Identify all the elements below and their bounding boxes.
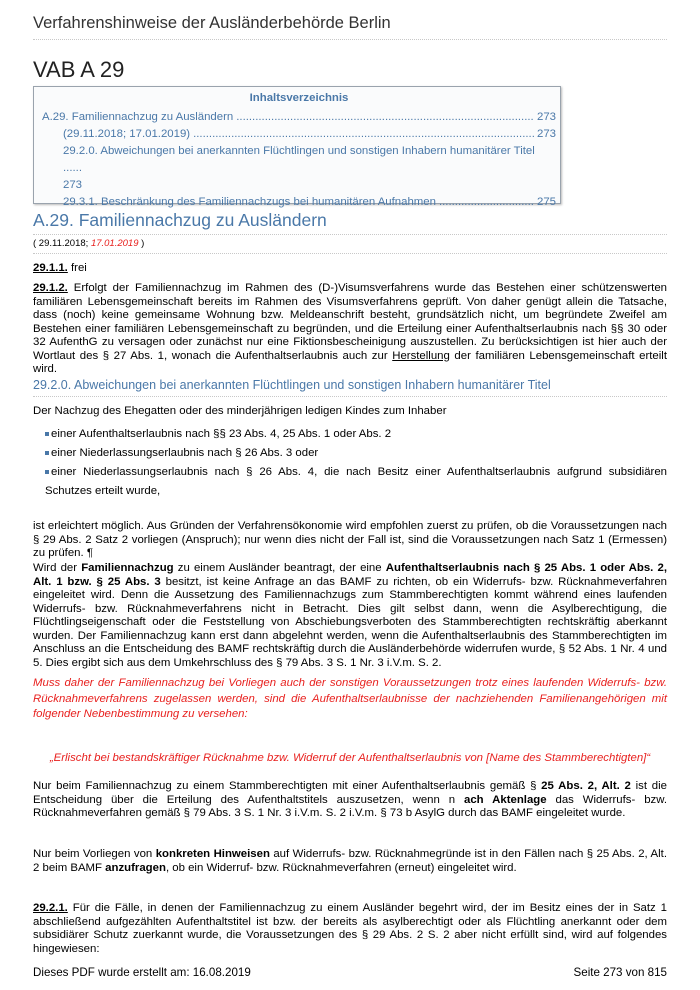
paragraph-p4	[33, 562, 667, 670]
paragraph-p6	[33, 780, 667, 821]
toc-entry-page: 273	[536, 128, 556, 140]
paragraph-number: 29.1.1.	[33, 262, 68, 274]
paragraph-text: frei	[67, 262, 87, 274]
page-footer	[33, 966, 667, 979]
paragraph-29-1-1	[33, 262, 667, 276]
paragraph-text: Nur beim Vorliegen von	[33, 848, 156, 860]
paragraph-text: Wird der	[33, 562, 82, 574]
list-item-text: einer Niederlassungserlaubnis nach § 26 Abs. 4, die nach Besitz einer Aufenthaltserlaubnis aufgrund subsidiären Schutzes erteilt wurde,	[45, 466, 667, 497]
document-title: VAB A 29	[33, 57, 125, 82]
paragraph-text: Nur beim Familiennachzug zu einem Stammberechtigten mit einer Aufenthaltserlaubnis gemäß §	[33, 780, 542, 792]
underlined-term: Herstellung	[392, 349, 450, 362]
footer-created-date: Dieses PDF wurde erstellt am: 16.08.2019	[33, 966, 251, 979]
list-item-text: einer Aufenthaltserlaubnis nach §§ 23 Abs. 4, 25 Abs. 1 oder Abs. 2	[51, 428, 392, 440]
bullet-icon	[45, 451, 49, 455]
section-dates	[33, 238, 667, 254]
toc-entry-text: 29.2.0. Abweichungen bei anerkannten Flüchtlingen und sonstigen Inhabern humanitärer Titel	[63, 145, 535, 157]
quote: „Erlischt bei bestandskräftiger Rücknahme bzw. Widerruf der Aufenthaltserlaubnis von [Name des Stammberechtigten]“	[49, 752, 651, 764]
bullet-icon	[45, 432, 49, 436]
bold-term: Familiennachzug	[81, 562, 174, 574]
paragraph-text: besitzt, ist keine Anfrage an das BAMF zu richten, ob ein Widerrufs- bzw. Rücknahmeverfahren eingeleitet wird. Denn die Aussetzung des Familiennachzugs zum Stammberechtigten kommt während eines laufenden Widerrufs- bzw. Rücknahmeverfahrens nicht in Betracht. Dies gilt selbst dann, wenn die Asylberechtigung, die Flüchtlingseigenschaft oder die Feststellung von Abschiebungsverboten des Stammberechtigten rechtskräftig aberkannt wurden. Der Familiennachzug kann erst dann abgelehnt werden, wenn die Aufenthaltserlaubnis des Stammberechtigten im Anschluss an die Entscheidung des BAMF rechtskräftig durch die Ausländerbehörde widerrufen wurde, § 52 Abs. 1 Nr. 4 und 5. Dies ergibt sich aus dem Umkehrschluss des § 79 Abs. 3 S. 1 Nr. 3 i.V.m. S. 2.	[33, 575, 667, 669]
bold-term: anzufragen	[105, 861, 166, 874]
toc-entry[interactable]	[42, 126, 556, 143]
sub-heading: 29.2.0. Abweichungen bei anerkannten Flüchtlingen und sonstigen Inhabern humanitärer Titel	[33, 378, 667, 397]
bold-term: konkreten Hinweisen	[155, 848, 270, 860]
date-red: 17.01.2019	[90, 238, 139, 249]
paragraph-text: zu einem Ausländer beantragt, der eine	[173, 562, 386, 574]
bold-term: Aufenthaltserlaubnis nach § 25 Abs. 1 oder Abs. 2, Alt. 1 bzw. § 25 Abs. 3	[33, 562, 667, 588]
paragraph-text: Für die Fälle, in denen der Familiennachzug zu einem Ausländer begehrt wird, der im Besitz eines der in Satz 1 abschließend aufgezählten Aufenthaltstitel ist bzw. der bereits als asylberechtigt oder als Flüchtling anerkannt oder dem subsidiärer Schutz zuerkannt wurde, die Voraussetzungen des § 29 Abs. 2 S. 2 aber nicht erfüllt sind, wird auf folgendes hingewiesen:	[33, 902, 667, 955]
toc-entry-text: (29.11.2018; 17.01.2019)	[63, 128, 191, 140]
toc-entry-text: 29.3.1. Beschränkung des Familiennachzugs bei humanitären Aufnahmen	[63, 196, 436, 208]
paragraph-text: der familiären Lebensgemeinschaft erteilt wird.	[33, 349, 667, 375]
table-of-contents	[33, 86, 561, 208]
paragraph-text: das Widerrufs- bzw. Rücknahmeverfahren gemäß § 79 Abs. 3 S. 1 Nr. 3 i.V.m. S. 2 i.V.m. § 73 b AsylG durch das BAMF eingeleitet wurde.	[33, 793, 667, 819]
bullet-icon	[45, 470, 49, 474]
intro-text: Der Nachzug des Ehegatten oder des minderjährigen ledigen Kindes zum Inhaber	[33, 405, 447, 417]
paragraph-number: 29.1.2.	[33, 282, 68, 294]
paragraph-number: 29.2.1.	[33, 902, 68, 914]
toc-entry[interactable]	[42, 194, 556, 211]
paragraph-p7	[33, 848, 667, 875]
toc-entry[interactable]: 29.2.0. Abweichungen bei anerkannten Flüchtlingen und sonstigen Inhabern humanitärer Titel ...... 273	[63, 145, 535, 191]
toc-entry-text: A.29. Familiennachzug zu Ausländern	[42, 111, 234, 123]
list-item	[45, 444, 667, 463]
paragraph-text: Erfolgt der Familiennachzug im Rahmen des (D-)Visumsverfahrens wurde das Bestehen einer schützenswerten familiären Lebensgemeinschaft bereits im Rahmen des Visumsverfahrens geprüft. Von daher genügt allein die Tatsache, dass (noch) keine gemeinsame Wohnung bzw. Meldeanschrift besteht, grundsätzlich nicht, um begründete Zweifel am Bestehen einer familiären Lebensgemeinschaft zu begründen, und die Erteilung einer Aufenthaltserlaubnis nach §§ 30 oder 32 AufenthG zu versagen oder zunächst nur eine Fiktionsbescheinigung auszustellen. Zu berücksichtigen ist hier auch der Wortlaut des § 27 Abs. 1, wonach die Aufenthaltserlaubnis auch zur	[33, 282, 667, 362]
paragraph-p3: ist erleichtert möglich. Aus Gründen der Verfahrensökonomie wird empfohlen zuerst zu prüfen, ob die Voraussetzungen nach § 29 Abs. 2 Satz 2 vorliegen (Anspruch); nur wenn dies nicht der Fall ist, sind die Voraussetzungen nach Satz 1 (Ermessen) zu prüfen. ¶	[33, 520, 667, 559]
footer-page-number: Seite 273 von 815	[573, 966, 667, 979]
toc-entry-page: 275	[536, 196, 556, 208]
header-title: Verfahrenshinweise der Ausländerbehörde Berlin	[33, 14, 667, 40]
list-item	[45, 463, 667, 501]
paragraph-29-1-2	[33, 282, 667, 377]
section-title: A.29. Familiennachzug zu Ausländern	[33, 210, 667, 235]
list-item-text: einer Niederlassungserlaubnis nach § 26 Abs. 3 oder	[51, 447, 319, 459]
bold-term: 25 Abs. 2, Alt. 2	[541, 780, 631, 792]
date-close: )	[138, 238, 145, 249]
toc-entry[interactable]	[42, 109, 556, 126]
toc-entry-page: 273	[536, 111, 556, 123]
paragraph-red: Muss daher der Familiennachzug bei Vorliegen auch der sonstigen Voraussetzungen trotz eines laufenden Widerrufs- bzw. Rücknahmeverfahrens zugelassen werden, sind die Aufenthaltserlaubnisse der nachziehenden Familienangehörigen mit folgender Nebenbestimmung zu versehen:	[33, 677, 667, 720]
list-item	[45, 425, 667, 444]
date-open: ( 29.11.2018;	[33, 238, 91, 249]
paragraph-29-2-1	[33, 902, 667, 956]
bold-term: ach Aktenlage	[464, 793, 547, 806]
paragraph-text: auf Widerrufs- bzw. Rücknahmegründe ist in den Fällen nach § 25 Abs. 2, Alt. 2 beim BAMF	[33, 848, 667, 874]
paragraph-text: , ob ein Widerruf- bzw. Rücknahmeverfahren (erneut) eingeleitet wird.	[165, 861, 517, 874]
toc-title: Inhaltsverzeichnis	[249, 92, 349, 104]
paragraph-text: ist die Entscheidung über die Erteilung des Aufenthaltstitels auszusetzen, wenn n	[33, 780, 667, 806]
toc-entry-page: 273	[63, 179, 83, 191]
